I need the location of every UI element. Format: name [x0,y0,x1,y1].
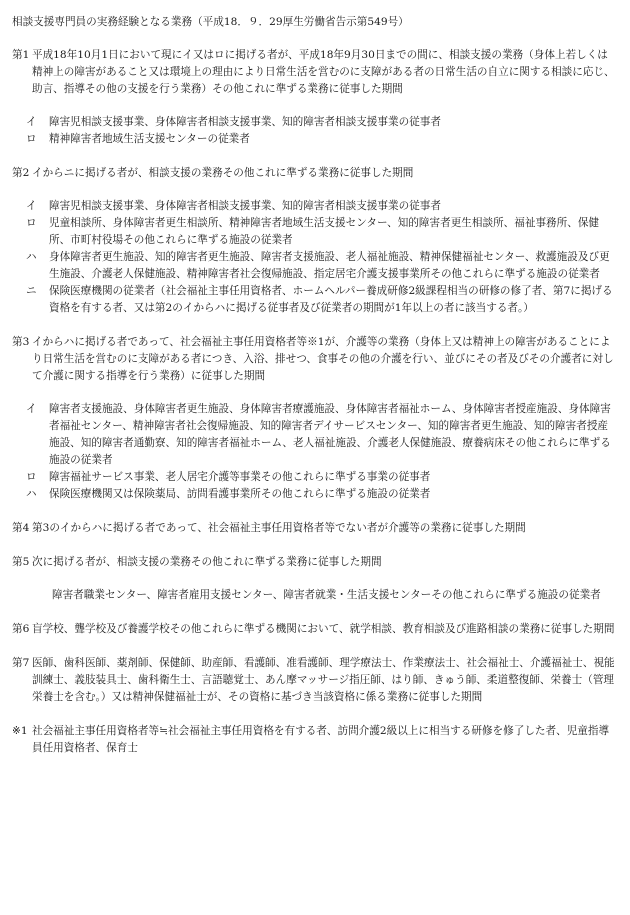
item-text: 障害者支援施設、身体障害者更生施設、身体障害者療護施設、身体障害者福祉ホーム、身体障害者授産施設、身体障害者福祉センター、精神障害者社会復帰施設、知的障害者デイサービスセンター、知的障害者更生施設、知的障害者授産施設、知的障害者通勤寮、知的障害者福祉ホーム、老人福祉施設、介護老人保健施設、療養病床その他これらに準ずる施設の従業者 [49,403,611,466]
section-text: 医師、歯科医師、薬剤師、保健師、助産師、看護師、准看護師、理学療法士、作業療法士、社会福祉士、介護福祉士、視能訓練士、義肢装具士、歯科衛生士、言語聴覚士、あん摩マッサージ指圧師、はり師、きゅう師、柔道整復師、栄養士（管理栄養士を含む。）又は精神保健福祉士が、その資格に基づき当該資格に係る業務に従事した期間 [32,657,615,703]
section-number: 第5 [12,556,30,568]
item-mark: ロ [26,471,37,483]
item-mark: イ [26,403,37,415]
section-number: 第2 [12,167,30,179]
section-5-heading [12,554,618,571]
section-1-heading [12,47,618,98]
item-text: 身体障害者更生施設、知的障害者更生施設、障害者支援施設、老人福祉施設、精神保健福祉センター、救護施設及び更生施設、介護老人保健施設、精神障害者社会復帰施設、指定居宅介護支援事業所その他これらに準ずる施設の従業者 [49,251,610,280]
section-3-items [12,401,618,503]
section-number: 第1 [12,49,30,61]
section-6-heading [12,621,618,638]
item-mark: イ [26,200,37,212]
list-item [12,401,618,469]
list-item [12,249,618,283]
item-mark: ロ [26,217,37,229]
section-4 [12,520,618,537]
section-number: 第6 [12,623,30,635]
section-1 [12,47,618,148]
section-text: 次に掲げる者が、相談支援の業務その他これに準ずる業務に従事した期間 [32,556,382,568]
item-mark: ロ [26,133,37,145]
section-7-heading [12,655,618,706]
item-mark: ニ [26,285,37,297]
section-number: 第3 [12,336,30,348]
item-mark: ハ [26,488,37,500]
footnote-mark: ※1 [12,725,28,737]
section-1-items [12,114,618,148]
section-text: 平成18年10月1日において現にイ又はロに掲げる者が、平成18年9月30日までの間に、相談支援の業務（身体上若しくは精神上の障害があること又は環境上の理由により日常生活を営むのに支障がある者の日常生活の自立に関する相談に応じ、助言、指導その他の支援を行う業務）その他これに準ずる業務に従事した期間 [32,49,615,95]
item-text: 障害福祉サービス事業、老人居宅介護等事業その他これらに準ずる事業の従事者 [49,471,431,483]
document-page [12,14,618,757]
item-text: 障害児相談支援事業、身体障害者相談支援事業、知的障害者相談支援事業の従事者 [49,116,441,128]
item-text: 精神障害者地域生活支援センターの従業者 [49,133,250,145]
list-item [12,131,618,148]
section-3 [12,334,618,503]
section-text: イからニに掲げる者が、相談支援の業務その他これに準ずる業務に従事した期間 [32,167,414,179]
footnote [12,723,618,757]
section-5-paragraph: 障害者職業センター、障害者雇用支援センター、障害者就業・生活支援センターその他これらに準ずる施設の従業者 [52,589,601,601]
list-item [12,114,618,131]
section-2-items [12,198,618,317]
item-text: 保険医療機関の従業者（社会福祉主事任用資格者、ホームヘルパー養成研修2級課程相当の研修の修了者、第7に掲げる資格を有する者、又は第2のイからハに掲げる従事者及び従業者の期間が1年以上の者に該当する者。） [49,285,613,314]
section-5 [12,554,618,604]
section-4-heading [12,520,618,537]
item-mark: ハ [26,251,37,263]
list-item [12,469,618,486]
section-number: 第7 [12,657,30,669]
section-2 [12,165,618,317]
section-3-heading [12,334,618,385]
section-text: 盲学校、聾学校及び養護学校その他これらに準ずる機関において、就学相談、教育相談及び進路相談の業務に従事した期間 [32,623,615,635]
item-text: 障害児相談支援事業、身体障害者相談支援事業、知的障害者相談支援事業の従事者 [49,200,441,212]
list-item [12,198,618,215]
list-item [12,486,618,503]
section-number: 第4 [12,522,30,534]
section-7 [12,655,618,706]
footnote-text: 社会福祉主事任用資格者等≒社会福祉主事任用資格を有する者、訪問介護2級以上に相当する研修を修了した者、児童指導員任用資格者、保育士 [32,725,610,754]
document-title: 相談支援専門員の実務経験となる業務（平成18．９．29厚生労働省告示第549号） [12,16,409,28]
list-item [12,215,618,249]
item-mark: イ [26,116,37,128]
section-text: 第3のイからハに掲げる者であって、社会福祉主事任用資格者等でない者が介護等の業務に従事した期間 [32,522,526,534]
item-text: 児童相談所、身体障害者更生相談所、精神障害者地域生活支援センター、知的障害者更生相談所、福祉事務所、保健所、市町村役場その他これらに準ずる施設の従業者 [49,217,600,246]
section-2-heading [12,165,618,182]
item-text: 保険医療機関又は保険薬局、訪問看護事業所その他これらに準ずる施設の従業者 [49,488,431,500]
section-text: イからハに掲げる者であって、社会福祉主事任用資格者等※1が、介護等の業務（身体上又は精神上の障害があることにより日常生活を営むのに支障がある者につき、入浴、排せつ、食事その他の介護を行い、並びにその者及びその介護者に対して介護に関する指導を行う業務）に従事した期間 [32,336,614,382]
section-6 [12,621,618,638]
list-item [12,283,618,317]
